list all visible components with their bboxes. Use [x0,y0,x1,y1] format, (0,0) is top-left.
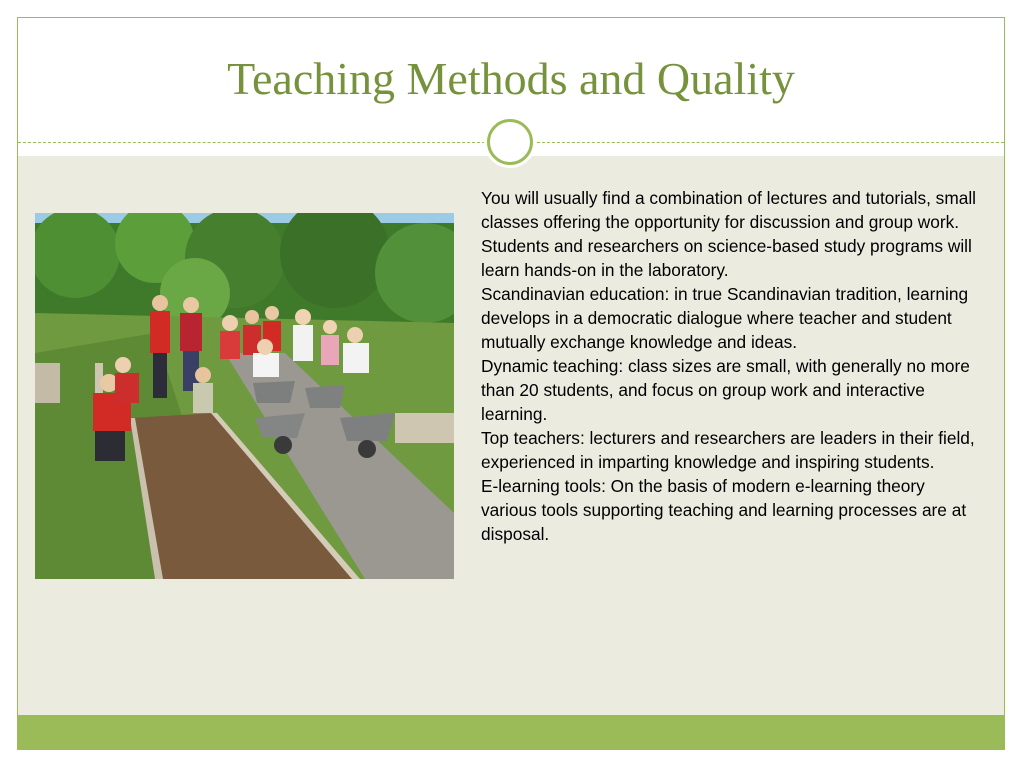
slide [17,17,1005,750]
circle-ring-icon [487,119,533,165]
paragraph-scandinavian: Scandinavian education: in true Scandinavian tradition, learning develops in a democratic dialogue where teacher and student mutually exchange knowledge and ideas. [481,284,969,352]
paragraph-laboratory: Students and researchers on science-based study programs will learn hands-on in the laboratory. [481,236,972,280]
paragraph-dynamic: Dynamic teaching: class sizes are small, with generally no more than 20 students, and focus on group work and interactive learning. [481,356,970,424]
paragraph-lectures: You will usually find a combination of lectures and tutorials, small classes offering the opportunity for discussion and group work. [481,188,977,232]
garden-photo-illustration [35,213,454,579]
paragraph-teachers: Top teachers: lecturers and researchers are leaders in their field, experienced in imparting knowledge and inspiring students. [481,428,975,472]
body-text [481,186,981,546]
paragraph-elearning: E-learning tools: On the basis of modern e-learning theory various tools supporting teaching and learning processes are at disposal. [481,476,967,544]
garden-photo [35,213,454,579]
slide-title: Teaching Methods and Quality [227,53,795,104]
footer-bar [18,715,1004,749]
circle-ornament-icon [484,116,536,168]
